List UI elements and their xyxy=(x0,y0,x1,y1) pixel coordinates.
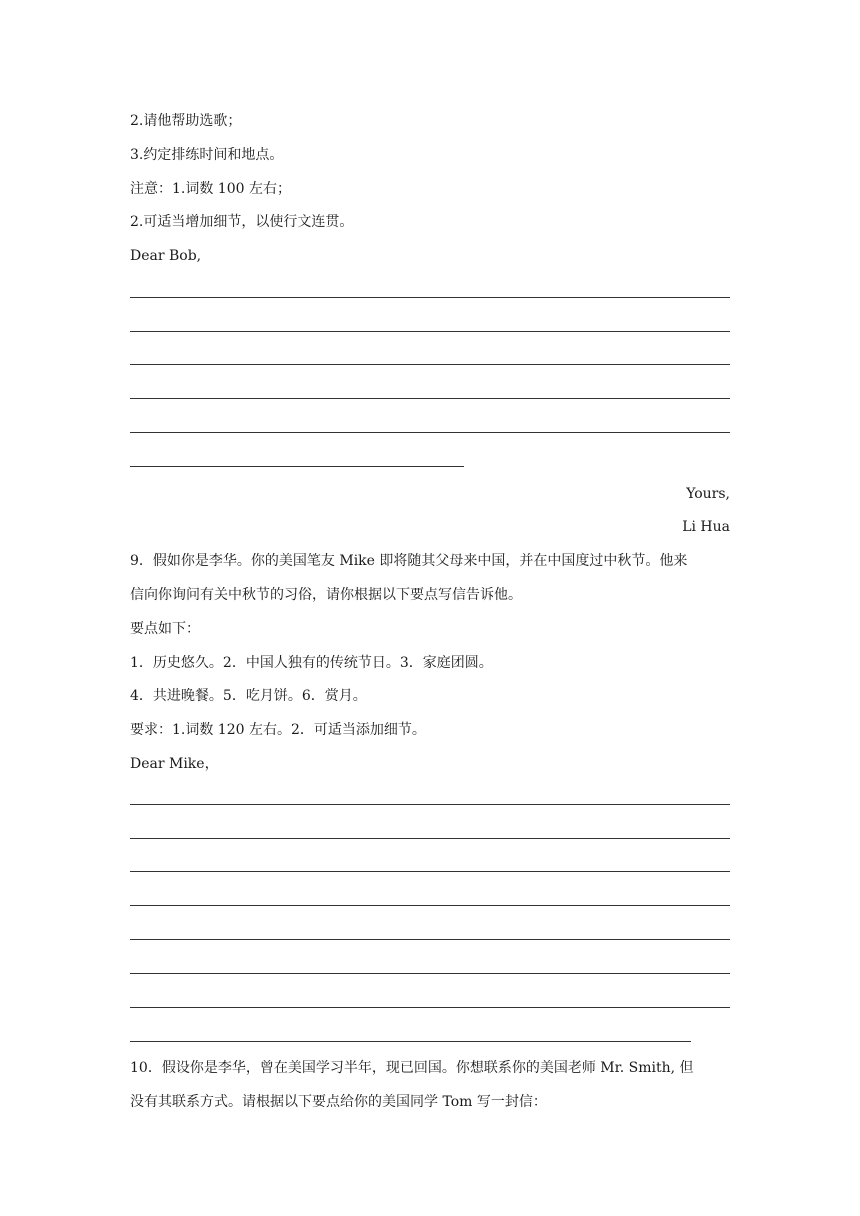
q9-points-line-2: 4．共进晚餐。5．吃月饼。6．赏月。 xyxy=(130,688,367,704)
q10-prompt-line-1: 10．假设你是李华，曾在美国学习半年，现已回国。你想联系你的美国老师 Mr. Smith, 但 xyxy=(130,1060,694,1076)
answer-line xyxy=(130,432,730,433)
answer-line xyxy=(130,939,730,940)
answer-line xyxy=(130,804,730,805)
answer-line xyxy=(130,973,730,974)
q9-points-line-1: 1．历史悠久。2．中国人独有的传统节日。3．家庭团圆。 xyxy=(130,655,493,671)
q9-prompt-line-1: 9．假如你是李华。你的美国笔友 Mike 即将随其父母来中国，并在中国度过中秋节。他来 xyxy=(130,553,688,569)
answer-line xyxy=(130,364,730,365)
salutation-bob: Dear Bob, xyxy=(130,248,202,264)
answer-line xyxy=(130,297,730,298)
point-2: 2.请他帮助选歌； xyxy=(130,113,242,129)
answer-line xyxy=(130,905,730,906)
q10-prompt-line-2: 没有其联系方式。请根据以下要点给你的美国同学 Tom 写一封信： xyxy=(130,1094,547,1110)
point-3: 3.约定排练时间和地点。 xyxy=(130,147,284,163)
answer-line-short xyxy=(130,1041,691,1042)
q9-prompt-line-2: 信向你询问有关中秋节的习俗，请你根据以下要点写信告诉他。 xyxy=(130,587,522,603)
answer-line xyxy=(130,838,730,839)
answer-line xyxy=(130,331,730,332)
q9-points-heading: 要点如下： xyxy=(130,621,200,637)
q9-requirements: 要求：1.词数 120 左右。2．可适当添加细节。 xyxy=(130,722,426,738)
answer-line-short xyxy=(130,466,464,467)
answer-line xyxy=(130,871,730,872)
note-details: 2.可适当增加细节，以使行文连贯。 xyxy=(130,214,354,230)
answer-line xyxy=(130,1007,730,1008)
closing: Yours, xyxy=(686,486,730,502)
signature: Li Hua xyxy=(682,519,730,535)
salutation-mike: Dear Mike， xyxy=(130,756,219,772)
answer-line xyxy=(130,398,730,399)
note-word-count: 注意：1.词数 100 左右； xyxy=(130,181,291,197)
